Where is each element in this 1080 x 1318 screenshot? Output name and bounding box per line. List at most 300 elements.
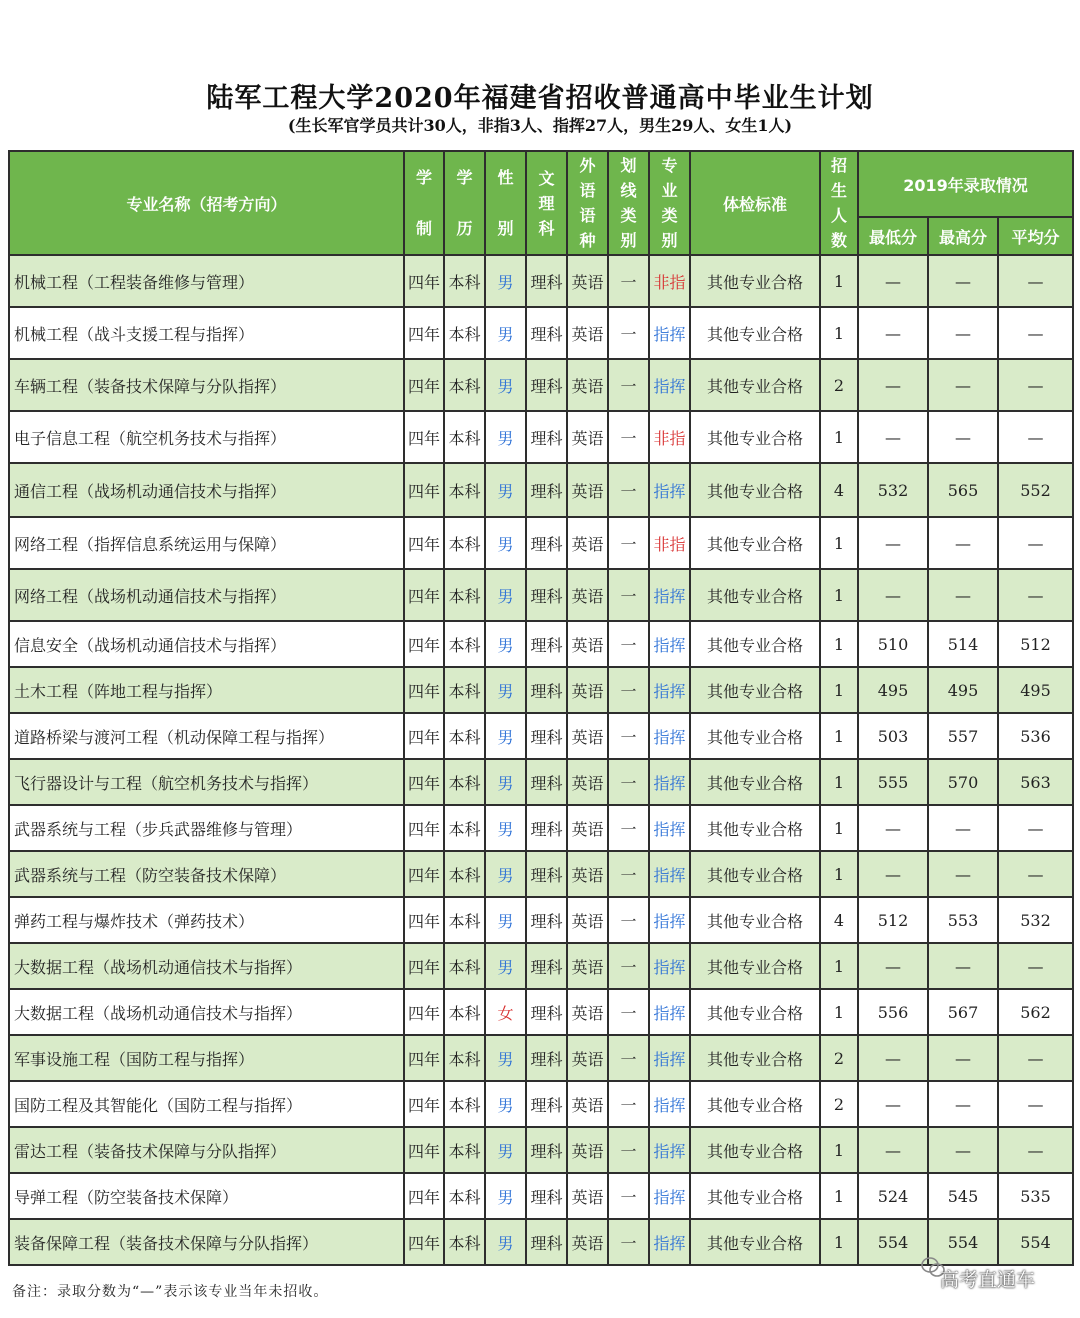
- cell-duration: 四年: [404, 805, 444, 851]
- cell-max: 557: [928, 713, 998, 759]
- cell-max: —: [928, 943, 998, 989]
- cell-physical: 其他专业合格: [690, 897, 820, 943]
- cell-major: 装备保障工程（装备技术保障与分队指挥）: [9, 1219, 404, 1265]
- cell-degree: 本科: [444, 851, 485, 897]
- cell-stream: 理科: [526, 1127, 567, 1173]
- cell-degree: 本科: [444, 989, 485, 1035]
- cell-language: 英语: [567, 1219, 608, 1265]
- watermark: 高考直通车: [940, 1269, 1036, 1291]
- cell-major: 军事设施工程（国防工程与指挥）: [9, 1035, 404, 1081]
- cell-degree: 本科: [444, 1219, 485, 1265]
- cell-min: 554: [858, 1219, 928, 1265]
- cell-duration: 四年: [404, 1173, 444, 1219]
- cell-category: 指挥: [649, 989, 690, 1035]
- cell-max: —: [928, 255, 998, 307]
- header-language: 外 语 语 种: [567, 151, 608, 255]
- cell-gender: 男: [485, 255, 526, 307]
- cell-min: —: [858, 359, 928, 411]
- cell-duration: 四年: [404, 943, 444, 989]
- header-quota: 招 生 人 数: [820, 151, 858, 255]
- cell-degree: 本科: [444, 943, 485, 989]
- cell-max: 495: [928, 667, 998, 713]
- cell-major: 网络工程（指挥信息系统运用与保障）: [9, 517, 404, 569]
- header-max-score: 最高分: [928, 217, 998, 255]
- cell-physical: 其他专业合格: [690, 359, 820, 411]
- cell-max: —: [928, 411, 998, 463]
- cell-max: —: [928, 569, 998, 621]
- cell-language: 英语: [567, 411, 608, 463]
- cell-min: —: [858, 255, 928, 307]
- cell-line: 一: [608, 759, 649, 805]
- cell-avg: —: [998, 943, 1073, 989]
- cell-major: 机械工程（工程装备维修与管理）: [9, 255, 404, 307]
- cell-language: 英语: [567, 1173, 608, 1219]
- cell-gender: 男: [485, 713, 526, 759]
- cell-min: —: [858, 1035, 928, 1081]
- cell-quota: 1: [820, 759, 858, 805]
- cell-duration: 四年: [404, 517, 444, 569]
- cell-physical: 其他专业合格: [690, 569, 820, 621]
- cell-degree: 本科: [444, 805, 485, 851]
- table-row: [9, 759, 1073, 805]
- cell-line: 一: [608, 255, 649, 307]
- cell-max: —: [928, 805, 998, 851]
- cell-quota: 1: [820, 255, 858, 307]
- cell-language: 英语: [567, 667, 608, 713]
- cell-duration: 四年: [404, 1035, 444, 1081]
- cell-stream: 理科: [526, 411, 567, 463]
- table-row: [9, 851, 1073, 897]
- cell-avg: 535: [998, 1173, 1073, 1219]
- cell-major: 车辆工程（装备技术保障与分队指挥）: [9, 359, 404, 411]
- header-gender: 性 别: [485, 151, 526, 255]
- cell-min: —: [858, 307, 928, 359]
- page-subtitle: (生长军官学员共计30人，非指3人、指挥27人，男生29人、女生1人): [287, 116, 793, 135]
- cell-line: 一: [608, 411, 649, 463]
- cell-quota: 1: [820, 1173, 858, 1219]
- cell-quota: 1: [820, 713, 858, 759]
- cell-avg: —: [998, 359, 1073, 411]
- cell-gender: 男: [485, 667, 526, 713]
- cell-quota: 1: [820, 307, 858, 359]
- cell-physical: 其他专业合格: [690, 411, 820, 463]
- cell-line: 一: [608, 1127, 649, 1173]
- header-major: 专业名称（招考方向）: [9, 151, 404, 255]
- cell-stream: 理科: [526, 851, 567, 897]
- table-row: [9, 1127, 1073, 1173]
- cell-max: 553: [928, 897, 998, 943]
- cell-stream: 理科: [526, 1219, 567, 1265]
- cell-min: 503: [858, 713, 928, 759]
- cell-category: 指挥: [649, 463, 690, 517]
- cell-physical: 其他专业合格: [690, 667, 820, 713]
- cell-language: 英语: [567, 805, 608, 851]
- cell-stream: 理科: [526, 463, 567, 517]
- cell-line: 一: [608, 943, 649, 989]
- cell-line: 一: [608, 569, 649, 621]
- cell-min: —: [858, 805, 928, 851]
- cell-language: 英语: [567, 621, 608, 667]
- cell-duration: 四年: [404, 1081, 444, 1127]
- enrollment-table: [8, 150, 1074, 1266]
- cell-category: 指挥: [649, 307, 690, 359]
- cell-major: 道路桥梁与渡河工程（机动保障工程与指挥）: [9, 713, 404, 759]
- cell-category: 指挥: [649, 713, 690, 759]
- header-physical: 体检标准: [690, 151, 820, 255]
- cell-degree: 本科: [444, 1127, 485, 1173]
- cell-major: 网络工程（战场机动通信技术与指挥）: [9, 569, 404, 621]
- cell-degree: 本科: [444, 1081, 485, 1127]
- cell-language: 英语: [567, 517, 608, 569]
- table-row: [9, 1081, 1073, 1127]
- cell-avg: 562: [998, 989, 1073, 1035]
- cell-avg: 536: [998, 713, 1073, 759]
- cell-stream: 理科: [526, 307, 567, 359]
- cell-gender: 男: [485, 1127, 526, 1173]
- cell-stream: 理科: [526, 713, 567, 759]
- table-row: [9, 1035, 1073, 1081]
- cell-major: 信息安全（战场机动通信技术与指挥）: [9, 621, 404, 667]
- cell-physical: 其他专业合格: [690, 851, 820, 897]
- cell-language: 英语: [567, 851, 608, 897]
- cell-stream: 理科: [526, 359, 567, 411]
- cell-stream: 理科: [526, 805, 567, 851]
- table-row: [9, 517, 1073, 569]
- cell-stream: 理科: [526, 1035, 567, 1081]
- cell-gender: 男: [485, 411, 526, 463]
- cell-line: 一: [608, 517, 649, 569]
- cell-major: 弹药工程与爆炸技术（弹药技术）: [9, 897, 404, 943]
- cell-duration: 四年: [404, 667, 444, 713]
- cell-category: 指挥: [649, 621, 690, 667]
- cell-language: 英语: [567, 307, 608, 359]
- cell-language: 英语: [567, 1127, 608, 1173]
- header-stream: 文 理 科: [526, 151, 567, 255]
- cell-quota: 2: [820, 1035, 858, 1081]
- cell-major: 武器系统与工程（防空装备技术保障）: [9, 851, 404, 897]
- table-row: [9, 667, 1073, 713]
- cell-language: 英语: [567, 569, 608, 621]
- cell-gender: 男: [485, 569, 526, 621]
- cell-gender: 男: [485, 307, 526, 359]
- cell-duration: 四年: [404, 569, 444, 621]
- cell-avg: 512: [998, 621, 1073, 667]
- cell-category: 指挥: [649, 359, 690, 411]
- cell-min: —: [858, 943, 928, 989]
- cell-physical: 其他专业合格: [690, 1219, 820, 1265]
- cell-physical: 其他专业合格: [690, 759, 820, 805]
- cell-degree: 本科: [444, 255, 485, 307]
- cell-degree: 本科: [444, 307, 485, 359]
- cell-degree: 本科: [444, 667, 485, 713]
- cell-degree: 本科: [444, 759, 485, 805]
- cell-duration: 四年: [404, 759, 444, 805]
- cell-category: 指挥: [649, 569, 690, 621]
- cell-quota: 4: [820, 463, 858, 517]
- cell-quota: 1: [820, 989, 858, 1035]
- cell-min: 555: [858, 759, 928, 805]
- cell-category: 指挥: [649, 851, 690, 897]
- cell-language: 英语: [567, 897, 608, 943]
- cell-degree: 本科: [444, 569, 485, 621]
- cell-physical: 其他专业合格: [690, 517, 820, 569]
- cell-max: —: [928, 359, 998, 411]
- cell-gender: 男: [485, 359, 526, 411]
- cell-category: 指挥: [649, 759, 690, 805]
- cell-min: 512: [858, 897, 928, 943]
- table-row: [9, 989, 1073, 1035]
- cell-avg: 495: [998, 667, 1073, 713]
- cell-avg: —: [998, 851, 1073, 897]
- table-row: [9, 307, 1073, 359]
- cell-line: 一: [608, 1035, 649, 1081]
- cell-degree: 本科: [444, 359, 485, 411]
- cell-duration: 四年: [404, 1219, 444, 1265]
- cell-line: 一: [608, 897, 649, 943]
- table-row: [9, 943, 1073, 989]
- cell-quota: 1: [820, 805, 858, 851]
- cell-max: 545: [928, 1173, 998, 1219]
- cell-language: 英语: [567, 255, 608, 307]
- cell-degree: 本科: [444, 621, 485, 667]
- table-row: [9, 255, 1073, 307]
- cell-duration: 四年: [404, 621, 444, 667]
- cell-category: 指挥: [649, 943, 690, 989]
- cell-gender: 男: [485, 1081, 526, 1127]
- cell-max: —: [928, 1127, 998, 1173]
- cell-category: 非指: [649, 255, 690, 307]
- cell-major: 武器系统与工程（步兵武器维修与管理）: [9, 805, 404, 851]
- cell-quota: 1: [820, 1127, 858, 1173]
- header-admission-2019: 2019年录取情况: [858, 151, 1073, 217]
- cell-avg: —: [998, 1127, 1073, 1173]
- cell-line: 一: [608, 805, 649, 851]
- cell-degree: 本科: [444, 517, 485, 569]
- cell-category: 指挥: [649, 1081, 690, 1127]
- table-row: [9, 805, 1073, 851]
- cell-min: —: [858, 411, 928, 463]
- cell-category: 指挥: [649, 1173, 690, 1219]
- cell-category: 非指: [649, 517, 690, 569]
- cell-physical: 其他专业合格: [690, 1081, 820, 1127]
- cell-line: 一: [608, 307, 649, 359]
- cell-physical: 其他专业合格: [690, 713, 820, 759]
- cell-gender: 男: [485, 463, 526, 517]
- cell-line: 一: [608, 1173, 649, 1219]
- cell-gender: 男: [485, 851, 526, 897]
- cell-line: 一: [608, 621, 649, 667]
- cell-stream: 理科: [526, 1081, 567, 1127]
- cell-stream: 理科: [526, 989, 567, 1035]
- cell-duration: 四年: [404, 989, 444, 1035]
- header-line-category: 划 线 类 别: [608, 151, 649, 255]
- cell-gender: 女: [485, 989, 526, 1035]
- cell-duration: 四年: [404, 411, 444, 463]
- header-avg-score: 平均分: [998, 217, 1073, 255]
- header-duration: 学 制: [404, 151, 444, 255]
- cell-degree: 本科: [444, 411, 485, 463]
- cell-min: 524: [858, 1173, 928, 1219]
- cell-major: 通信工程（战场机动通信技术与指挥）: [9, 463, 404, 517]
- cell-physical: 其他专业合格: [690, 805, 820, 851]
- cell-min: —: [858, 517, 928, 569]
- cell-language: 英语: [567, 359, 608, 411]
- cell-min: 510: [858, 621, 928, 667]
- page-title: 陆军工程大学2020年福建省招收普通高中毕业生计划: [206, 83, 874, 114]
- cell-stream: 理科: [526, 517, 567, 569]
- header-min-score: 最低分: [858, 217, 928, 255]
- cell-avg: —: [998, 517, 1073, 569]
- cell-quota: 1: [820, 943, 858, 989]
- cell-major: 土木工程（阵地工程与指挥）: [9, 667, 404, 713]
- cell-avg: 563: [998, 759, 1073, 805]
- cell-category: 指挥: [649, 897, 690, 943]
- cell-max: —: [928, 1035, 998, 1081]
- cell-max: —: [928, 307, 998, 359]
- cell-gender: 男: [485, 759, 526, 805]
- cell-duration: 四年: [404, 897, 444, 943]
- cell-line: 一: [608, 463, 649, 517]
- cell-quota: 2: [820, 359, 858, 411]
- cell-avg: 554: [998, 1219, 1073, 1265]
- cell-gender: 男: [485, 621, 526, 667]
- cell-avg: —: [998, 411, 1073, 463]
- cell-duration: 四年: [404, 463, 444, 517]
- header-degree: 学 历: [444, 151, 485, 255]
- cell-duration: 四年: [404, 713, 444, 759]
- cell-quota: 1: [820, 851, 858, 897]
- footnote: 备注：录取分数为“—”表示该专业当年未招收。: [12, 1284, 329, 1300]
- cell-min: 495: [858, 667, 928, 713]
- cell-avg: 552: [998, 463, 1073, 517]
- cell-line: 一: [608, 359, 649, 411]
- cell-language: 英语: [567, 1081, 608, 1127]
- cell-duration: 四年: [404, 359, 444, 411]
- table-row: [9, 713, 1073, 759]
- cell-line: 一: [608, 713, 649, 759]
- cell-line: 一: [608, 667, 649, 713]
- cell-quota: 1: [820, 517, 858, 569]
- cell-degree: 本科: [444, 713, 485, 759]
- cell-quota: 4: [820, 897, 858, 943]
- cell-gender: 男: [485, 1173, 526, 1219]
- table-row: [9, 1219, 1073, 1265]
- cell-major: 大数据工程（战场机动通信技术与指挥）: [9, 989, 404, 1035]
- cell-stream: 理科: [526, 759, 567, 805]
- cell-language: 英语: [567, 943, 608, 989]
- cell-stream: 理科: [526, 897, 567, 943]
- table-row: [9, 463, 1073, 517]
- cell-physical: 其他专业合格: [690, 255, 820, 307]
- cell-physical: 其他专业合格: [690, 1035, 820, 1081]
- cell-stream: 理科: [526, 1173, 567, 1219]
- cell-avg: —: [998, 1081, 1073, 1127]
- cell-avg: —: [998, 307, 1073, 359]
- cell-min: 556: [858, 989, 928, 1035]
- cell-degree: 本科: [444, 463, 485, 517]
- cell-gender: 男: [485, 1035, 526, 1081]
- cell-duration: 四年: [404, 851, 444, 897]
- table-row: [9, 411, 1073, 463]
- cell-physical: 其他专业合格: [690, 1127, 820, 1173]
- cell-degree: 本科: [444, 1173, 485, 1219]
- cell-max: 514: [928, 621, 998, 667]
- cell-max: 565: [928, 463, 998, 517]
- cell-line: 一: [608, 1081, 649, 1127]
- cell-quota: 1: [820, 411, 858, 463]
- cell-min: —: [858, 569, 928, 621]
- cell-gender: 男: [485, 943, 526, 989]
- cell-major: 飞行器设计与工程（航空机务技术与指挥）: [9, 759, 404, 805]
- cell-quota: 2: [820, 1081, 858, 1127]
- cell-avg: —: [998, 1035, 1073, 1081]
- cell-physical: 其他专业合格: [690, 943, 820, 989]
- cell-language: 英语: [567, 1035, 608, 1081]
- cell-duration: 四年: [404, 255, 444, 307]
- cell-line: 一: [608, 989, 649, 1035]
- cell-language: 英语: [567, 463, 608, 517]
- cell-max: 570: [928, 759, 998, 805]
- cell-category: 非指: [649, 411, 690, 463]
- table-row: [9, 569, 1073, 621]
- cell-stream: 理科: [526, 667, 567, 713]
- cell-quota: 1: [820, 667, 858, 713]
- cell-language: 英语: [567, 989, 608, 1035]
- cell-max: —: [928, 851, 998, 897]
- cell-quota: 1: [820, 569, 858, 621]
- cell-duration: 四年: [404, 1127, 444, 1173]
- cell-gender: 男: [485, 1219, 526, 1265]
- cell-max: 567: [928, 989, 998, 1035]
- table-row: [9, 1173, 1073, 1219]
- cell-major: 雷达工程（装备技术保障与分队指挥）: [9, 1127, 404, 1173]
- cell-line: 一: [608, 851, 649, 897]
- cell-degree: 本科: [444, 1035, 485, 1081]
- cell-gender: 男: [485, 805, 526, 851]
- cell-physical: 其他专业合格: [690, 989, 820, 1035]
- cell-avg: 532: [998, 897, 1073, 943]
- cell-min: —: [858, 1127, 928, 1173]
- cell-category: 指挥: [649, 805, 690, 851]
- cell-min: —: [858, 1081, 928, 1127]
- cell-major: 机械工程（战斗支援工程与指挥）: [9, 307, 404, 359]
- cell-max: —: [928, 517, 998, 569]
- cell-min: —: [858, 851, 928, 897]
- cell-gender: 男: [485, 517, 526, 569]
- cell-major: 大数据工程（战场机动通信技术与指挥）: [9, 943, 404, 989]
- cell-major: 导弹工程（防空装备技术保障）: [9, 1173, 404, 1219]
- table-row: [9, 621, 1073, 667]
- cell-avg: —: [998, 805, 1073, 851]
- cell-physical: 其他专业合格: [690, 463, 820, 517]
- header-major-category: 专 业 类 别: [649, 151, 690, 255]
- cell-line: 一: [608, 1219, 649, 1265]
- cell-stream: 理科: [526, 569, 567, 621]
- table-row: [9, 897, 1073, 943]
- cell-language: 英语: [567, 713, 608, 759]
- cell-quota: 1: [820, 621, 858, 667]
- cell-category: 指挥: [649, 667, 690, 713]
- cell-category: 指挥: [649, 1219, 690, 1265]
- cell-gender: 男: [485, 897, 526, 943]
- cell-physical: 其他专业合格: [690, 307, 820, 359]
- cell-major: 电子信息工程（航空机务技术与指挥）: [9, 411, 404, 463]
- cell-category: 指挥: [649, 1127, 690, 1173]
- cell-degree: 本科: [444, 897, 485, 943]
- cell-stream: 理科: [526, 943, 567, 989]
- cell-min: 532: [858, 463, 928, 517]
- cell-max: 554: [928, 1219, 998, 1265]
